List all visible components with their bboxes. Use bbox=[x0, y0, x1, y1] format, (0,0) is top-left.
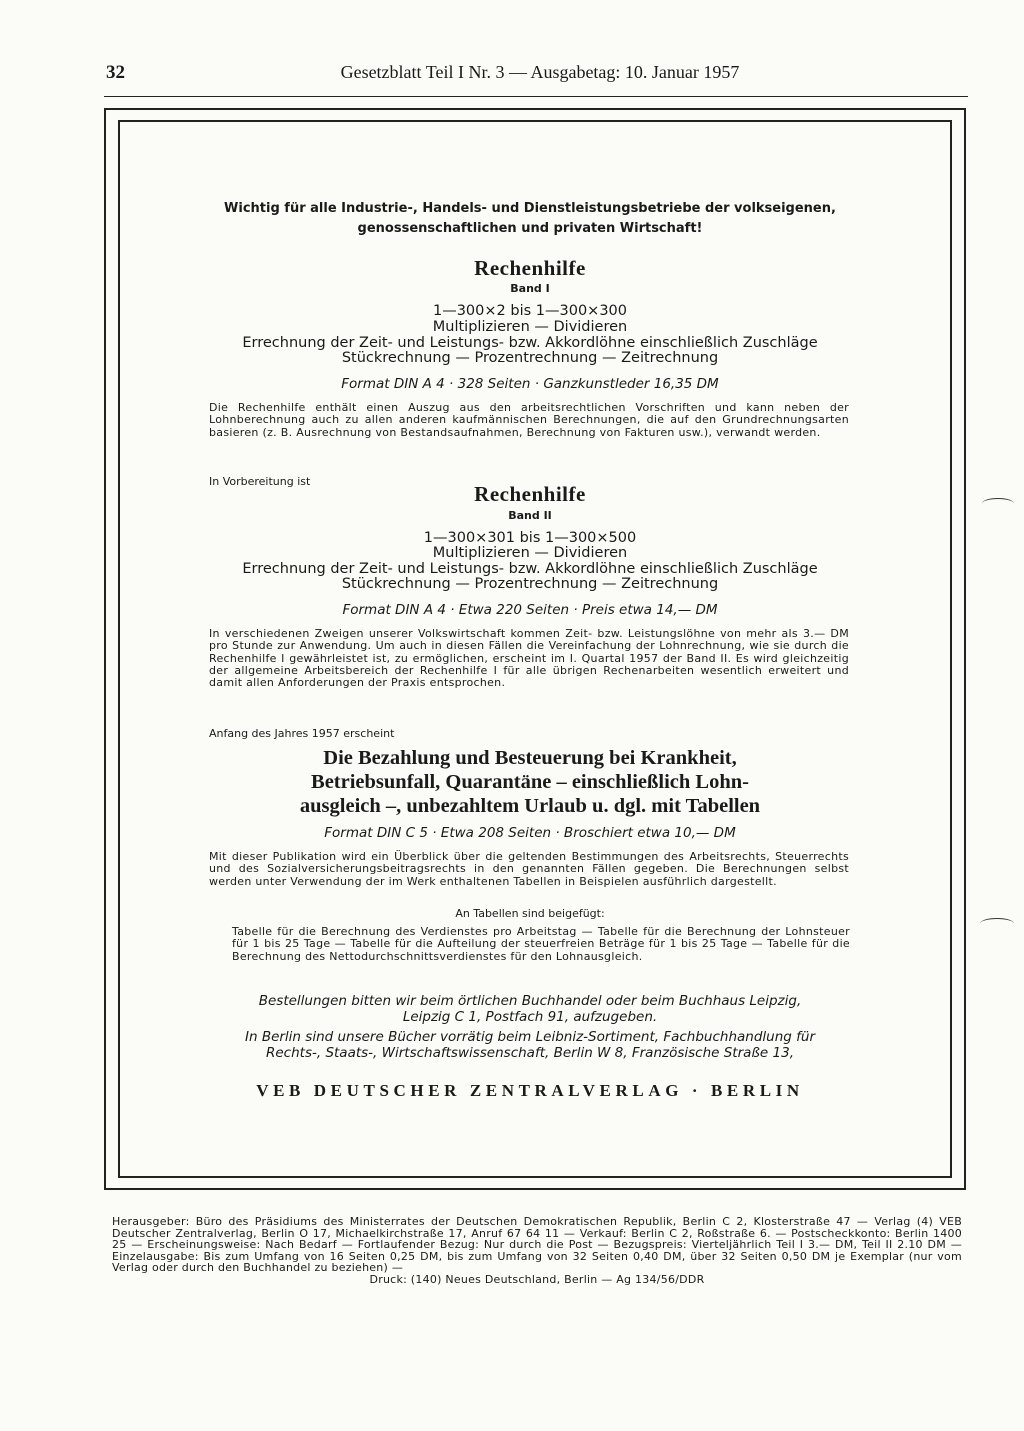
margin-mark bbox=[982, 498, 1014, 509]
book1-band: Band I bbox=[510, 282, 550, 295]
book3-description: Mit dieser Publikation wird ein Überblick über die geltenden Bestimmungen des Arbeitsrechts, Steuerrechts und des Sozialversicherungsbeitragsrechts in den genannten Fällen gegeben. Die Berechnungen selbst werden unter Verwendung der im Werk enthaltenen Tabellen in Beispielen ausführlich dargestellt. bbox=[209, 850, 849, 888]
intro-line-1: Wichtig für alle Industrie-, Handels- und Dienstleistungsbetriebe der volkseigenen, bbox=[224, 201, 836, 216]
header-rule bbox=[104, 96, 968, 97]
book2-spec-line: Errechnung der Zeit- und Leistungs- bzw. Akkordlöhne einschließlich Zuschläge bbox=[242, 561, 818, 577]
imprint bbox=[112, 1216, 962, 1286]
book2-spec-line: Stückrechnung — Prozentrechnung — Zeitrechnung bbox=[341, 576, 719, 592]
book3-prefix: Anfang des Jahres 1957 erscheint bbox=[209, 727, 395, 740]
book3-title-line: Die Bezahlung und Besteuerung bei Krankheit, bbox=[323, 747, 737, 769]
book2-prefix: In Vorbereitung ist bbox=[209, 475, 311, 488]
book1-spec-line: Errechnung der Zeit- und Leistungs- bzw. Akkordlöhne einschließlich Zuschläge bbox=[242, 335, 818, 351]
book1-spec-line: 1—300×2 bis 1—300×300 bbox=[432, 303, 627, 319]
book2-band: Band II bbox=[508, 509, 552, 522]
book3-format: Format DIN C 5 · Etwa 208 Seiten · Broschiert etwa 10,— DM bbox=[324, 825, 736, 841]
publisher-line: VEB DEUTSCHER ZENTRALVERLAG · BERLIN bbox=[256, 1081, 804, 1100]
book3-tables-text: Tabelle für die Berechnung des Verdienstes pro Arbeitstag — Tabelle für die Berechnung der Lohnsteuer für 1 bis 25 Tage — Tabelle für die Aufteilung der steuerfreien Beträge für 1 bis 25 Tage — Tabelle für die Berechnung des Nettodurchschnittsverdienstes für den Lohnausgleich. bbox=[232, 925, 850, 963]
imprint-text: Herausgeber: Büro des Präsidiums des Ministerrates der Deutschen Demokratischen Republik, Berlin C 2, Klosterstraße 47 — Verlag (4) VEB Deutscher Zentralverlag, Berlin O 17, Michaelkirchstraße 17, Anruf 67 64 11 — Verkauf: Berlin C 2, Roßstraße 6. — Postscheckkonto: Berlin 1400 25 — Erscheinungsweise: Nach Bedarf — Fortlaufender Bezug: Nur durch die Post — Bezugspreis: Vierteljährlich Teil I 3.— DM, Teil II 2.10 DM — Einzelausgabe: Bis zum Umfang von 16 Seiten 0,25 DM, bis zum Umfang von 32 Seiten 0,40 DM, über 32 Seiten 0,50 DM je Exemplar (nur vom Verlag oder durch den Buchhandel zu beziehen) — bbox=[112, 1215, 962, 1275]
book1-spec-line: Stückrechnung — Prozentrechnung — Zeitrechnung bbox=[341, 350, 719, 366]
book3-tables-heading: An Tabellen sind beigefügt: bbox=[455, 907, 605, 920]
running-head: Gesetzblatt Teil I Nr. 3 — Ausgabetag: 10. Januar 1957 bbox=[340, 62, 740, 82]
orders-line-1: Bestellungen bitten wir beim örtlichen Buchhandel oder beim Buchhaus Leipzig, bbox=[258, 993, 802, 1009]
margin-mark bbox=[980, 918, 1014, 929]
book1-description: Die Rechenhilfe enthält einen Auszug aus den arbeitsrechtlichen Vorschriften und kann neben der Lohnberechnung auch zu allen anderen kaufmännischen Berechnungen, die auf den Grundrechnungsarten basieren (z. B. Ausrechnung von Bestandsaufnahmen, Berechnung von Fakturen usw.), verwandt werden. bbox=[209, 401, 849, 439]
intro-line-2: genossenschaftlichen und privaten Wirtschaft! bbox=[357, 221, 703, 236]
orders-line-3: In Berlin sind unsere Bücher vorrätig beim Leibniz-Sortiment, Fachbuchhandlung für bbox=[244, 1029, 815, 1045]
book2-format: Format DIN A 4 · Etwa 220 Seiten · Preis etwa 14,— DM bbox=[342, 602, 718, 618]
imprint-last-line: Druck: (140) Neues Deutschland, Berlin — Ag 134/56/DDR bbox=[369, 1272, 705, 1286]
book1-spec-line: Multiplizieren — Dividieren bbox=[432, 319, 628, 335]
book2-title: Rechenhilfe bbox=[474, 482, 586, 506]
book3-title-line: Betriebsunfall, Quarantäne – einschließlich Lohn- bbox=[311, 771, 749, 793]
book2-description: In verschiedenen Zweigen unserer Volkswirtschaft kommen Zeit- bzw. Leistungslöhne von mehr als 3.— DM pro Stunde zur Anwendung. Um auch in diesen Fällen die Vereinfachung der Lohnrechnung, wie sie durch die Rechenhilfe I gewährleistet ist, zu ermöglichen, erscheint im I. Quartal 1957 der Band II. Es wird gleichzeitig der allgemeine Arbeitsbereich der Rechenhilfe I für alle übrigen Rechenarbeiten wesentlich erweitert und damit allen Anforderungen der Praxis entsprochen. bbox=[209, 627, 849, 690]
book2-spec-line: Multiplizieren — Dividieren bbox=[432, 545, 628, 561]
orders-line-4: Rechts-, Staats-, Wirtschaftswissenschaft, Berlin W 8, Französische Straße 13, bbox=[266, 1045, 794, 1061]
page-header bbox=[0, 62, 1024, 92]
book3-title-line: ausgleich –, unbezahltem Urlaub u. dgl. mit Tabellen bbox=[299, 795, 761, 817]
orders-line-2: Leipzig C 1, Postfach 91, aufzugeben. bbox=[402, 1009, 658, 1025]
book1-title: Rechenhilfe bbox=[474, 256, 586, 280]
book2-spec-line: 1—300×301 bis 1—300×500 bbox=[423, 530, 637, 546]
book1-format: Format DIN A 4 · 328 Seiten · Ganzkunstleder 16,35 DM bbox=[341, 376, 719, 392]
page-number: 32 bbox=[106, 62, 125, 83]
